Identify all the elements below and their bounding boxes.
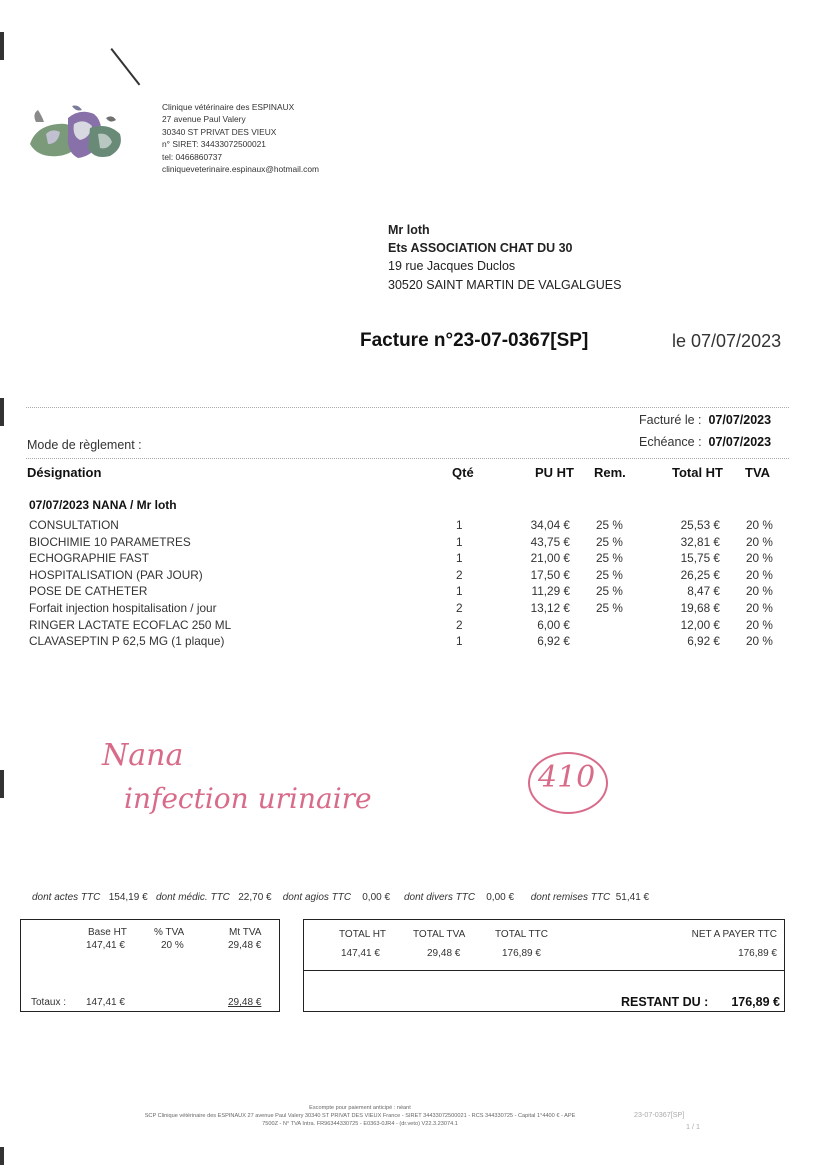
vat-totals-label: Totaux : [31,997,67,1008]
handwritten-note-diagnosis: infection urinaire [124,782,372,815]
row-tva: 20 % [746,617,773,632]
agios-value: 0,00 € [362,892,391,903]
row-qty: 1 [456,551,463,566]
col-header-tva: TVA [745,465,771,480]
row-total: 12,00 € [680,617,720,632]
row-designation: ECHOGRAPHIE FAST [29,551,149,566]
row-pu: 6,00 € [537,617,570,632]
row-pu: 43,75 € [530,534,570,549]
actes-label: dont actes TTC [32,892,101,903]
footer-legal-2: 7500Z - N° TVA Intra. FR96344330725 - E0363-0JR4 - (dr.veto) V22.3.23074.1 [262,1121,458,1127]
row-designation: HOSPITALISATION (PAR JOUR) [29,567,203,582]
row-rem: 25 % [596,567,623,582]
total-ht-value: 147,41 € [341,948,380,959]
row-total: 15,75 € [680,551,720,566]
restant-value: 176,89 € [731,995,780,1009]
row-rem: 25 % [596,534,623,549]
row-qty: 2 [456,601,463,615]
clinic-line: tel: 0466860737 [162,151,223,162]
table-row [0,584,827,601]
col-header-pu: PU HT [535,465,574,480]
total-ht-label: TOTAL HT [339,929,387,940]
row-tva: 20 % [746,584,773,599]
table-row [0,518,827,535]
table-row [0,618,827,635]
scan-artifact [0,398,4,426]
client-street: 19 rue Jacques Duclos [388,259,516,274]
table-row [0,551,827,568]
net-value: 176,89 € [738,948,777,959]
clinic-line: cliniqueveterinaire.espinaux@hotmail.com [162,164,320,175]
clinic-line: 27 avenue Paul Valery [162,114,246,125]
col-header-rem: Rem. [594,465,626,480]
row-designation: Forfait injection hospitalisation / jour [29,601,217,615]
remises-value: 51,41 € [615,892,650,903]
row-designation: RINGER LACTATE ECOFLAC 250 ML [29,617,232,632]
vat-base-label: Base HT [88,927,127,938]
clinic-line: 30340 ST PRIVAT DES VIEUX [162,126,277,137]
due-date [639,435,771,449]
divers-label: dont divers TTC [403,892,476,903]
medic-value: 22,70 € [238,892,272,903]
footer-discount: Escompte pour paiement anticipé : néant [309,1105,411,1111]
row-qty: 1 [456,534,463,549]
due-label: Echéance : [639,435,702,449]
row-pu: 11,29 € [531,584,570,599]
row-total: 19,68 € [680,601,720,615]
totals-divider [304,970,785,971]
row-pu: 21,00 € [530,551,570,566]
total-ttc-label: TOTAL TTC [495,929,548,940]
scan-stroke [110,48,140,85]
table-row [0,535,827,552]
restant-label: RESTANT DU : [621,995,709,1009]
clinic-line: Clinique vétérinaire des ESPINAUX [162,102,295,112]
col-header-qty: Qté [452,465,474,480]
row-designation: CLAVASEPTIN P 62,5 MG (1 plaque) [29,634,225,649]
total-tva-label: TOTAL TVA [413,929,466,940]
vat-mt-value: 29,48 € [228,940,262,951]
row-total: 8,47 € [687,584,720,599]
row-tva: 20 % [746,567,773,582]
row-designation: POSE DE CATHETER [29,584,148,599]
remises-label: dont remises TTC [530,892,611,903]
row-qty: 2 [456,567,463,582]
row-pu: 6,92 € [537,634,570,649]
col-header-total: Total HT [671,465,723,480]
row-pu: 13,12 € [530,601,570,615]
footer-page-number: 1 / 1 [686,1122,700,1131]
vat-pct-value: 20 % [161,940,184,951]
handwritten-circled-number: 410 [538,760,596,795]
col-header-designation: Désignation [27,465,102,480]
net-label: NET A PAYER TTC [691,929,777,940]
actes-value: 154,19 € [108,892,148,903]
row-qty: 2 [456,617,463,632]
row-tva: 20 % [746,551,773,566]
table-row [0,601,827,618]
clinic-line: n° SIRET: 34433072500021 [162,139,266,150]
row-pu: 17,50 € [530,567,570,582]
handwritten-note-name: Nana [102,738,184,773]
summary-line [32,892,649,903]
vat-totals-base: 147,41 € [86,997,125,1008]
row-tva: 20 % [746,601,773,615]
scan-artifact [0,770,4,798]
row-total: 6,92 € [687,634,720,649]
medic-label: dont médic. TTC [155,892,230,903]
total-ttc-value: 176,89 € [502,948,541,959]
client-name: Mr loth [388,223,430,237]
clinic-address [162,101,319,175]
row-designation: BIOCHIMIE 10 PARAMETRES [29,534,191,549]
group-header: 07/07/2023 NANA / Mr loth [29,498,177,512]
invoiced-label: Facturé le : [639,413,702,427]
row-rem: 25 % [596,518,623,532]
due-value: 07/07/2023 [708,435,772,449]
vat-totals-mt: 29,48 € [228,997,262,1008]
row-pu: 34,04 € [530,518,570,532]
divider [26,407,789,408]
row-rem: 25 % [596,584,623,599]
row-tva: 20 % [746,534,773,549]
invoiced-value: 07/07/2023 [708,413,772,427]
footer-legal-1: SCP Clinique vétérinaire des ESPINAUX 27 avenue Paul Valery 30340 ST PRIVAT DES VIEUX France - SIRET 34433072500021 - RCS 344330725 - Capital 1°4400 € - APE [144,1113,576,1119]
footer-reference: 23-07-0367[SP] [634,1110,685,1119]
row-qty: 1 [456,584,463,599]
row-rem: 25 % [596,551,623,566]
client-city: 30520 SAINT MARTIN DE VALGALGUES [388,277,622,292]
invoice-title: Facture n°23-07-0367[SP] [360,330,589,351]
row-rem: 25 % [596,601,623,615]
row-qty: 1 [456,634,463,649]
row-tva: 20 % [746,634,773,649]
scan-artifact [0,1147,4,1165]
total-tva-value: 29,48 € [427,948,461,959]
vat-pct-label: % TVA [154,927,185,938]
invoice-date: le 07/07/2023 [672,331,782,351]
client-org: Ets ASSOCIATION CHAT DU 30 [388,241,573,256]
clinic-logo [28,104,128,166]
table-row [0,634,827,651]
row-qty: 1 [456,518,463,532]
table-row [0,568,827,585]
divers-value: 0,00 € [486,892,515,903]
divider [26,458,789,459]
scan-artifact [0,32,4,60]
invoiced-date [639,413,771,427]
agios-label: dont agios TTC [282,892,352,903]
vat-base-value: 147,41 € [86,940,125,951]
row-total: 32,81 € [680,534,720,549]
row-total: 25,53 € [680,518,720,532]
payment-mode-label: Mode de règlement : [27,438,142,452]
client-address [388,221,621,294]
vat-mt-label: Mt TVA [229,927,262,938]
row-total: 26,25 € [680,567,720,582]
row-tva: 20 % [746,518,773,532]
row-designation: CONSULTATION [29,518,119,532]
